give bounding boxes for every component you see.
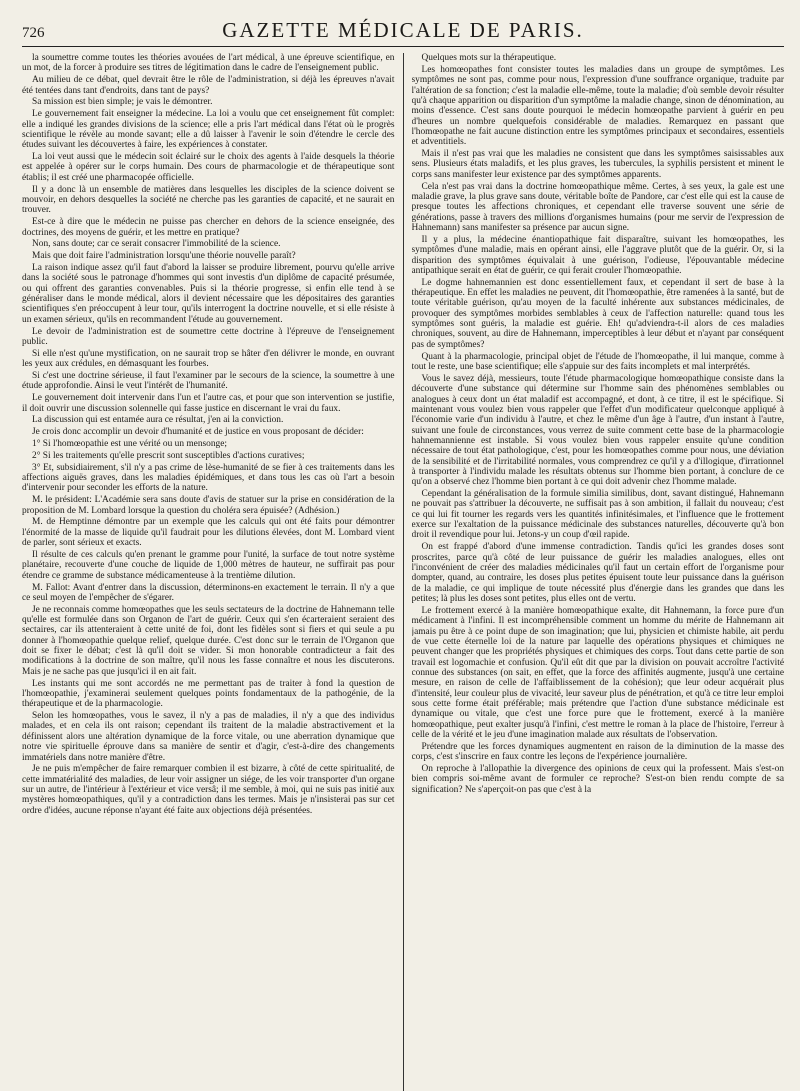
paragraph: La raison indique assez qu'il faut d'abord la laisser se produire librement, pourvu qu'elle arrive dans la société sous le patronage d'hommes qui sont investis d'un diplôme de capacité présumée, ou qui offrent des garanties convenables. Puis si la théorie progresse, si enfin elle tend à se généraliser dans le monde médical, alors il devient nécessaire que les dépositaires des garanties scientifiques s'en préoccupent à leur tour, qu'ils interrogent la doctrine nouvelle, et si elle résiste à un examen sérieux, qu'ils en recommandent l'étude au gouvernement. [22, 263, 395, 325]
paragraph: Mais il n'est pas vrai que les maladies ne consistent que dans les symptômes saisissables aux sens. Plusieurs états maladifs, et les plus graves, les tubercules, la syphilis persistent et minent le corps sans manifester leur existence par des symptômes apparents. [411, 149, 784, 180]
paragraph: Je crois donc accomplir un devoir d'humanité et de justice en vous proposant de décider: [32, 427, 364, 438]
paragraph: Les instants qui me sont accordés ne me permettant pas de traiter à fond la question de l'homœopathie, j'examinerai seulement quelques points fondamentaux de la pathogénie, de la thérapeutique et de la pharmacologie. [22, 678, 395, 710]
two-column-body [22, 53, 784, 1091]
paragraph: Mais que doit faire l'administration lorsqu'une théorie nouvelle paraît? [32, 251, 296, 262]
paragraph: Non, sans doute; car ce serait consacrer l'immobilité de la science. [32, 239, 281, 250]
paragraph: La discussion qui est entamée aura ce résultat, j'en ai la conviction. [32, 415, 284, 426]
paragraph: Le dogme hahnemannien est donc essentiellement faux, et cependant il sert de base à la thérapeutique. En effet les maladies ne peuvent, dit l'homœopathie, être ramenées à la santé, but de toute véritable guérison, qu'au moyen de la faculté inhérente aux substances médicinales, de provoquer des symptômes morbides semblables à ceux de l'affection naturelle: quand tous les symptômes sont guéris, la maladie est guérie. Eh! qu'adviendra-t-il alors de ces maladies chroniques, souvent, au dire de Hahnemann, imperceptibles à leur début et n'ayant par conséquent pas de symptômes? [411, 277, 784, 350]
paragraph: 3° Et, subsidiairement, s'il n'y a pas crime de lèse-humanité de se fier à ces traitements dans les affections aiguës graves, dans les maladies épidémiques, et dans tous les cas où l'art a besoin d'intervenir pour seconder les efforts de la nature. [22, 462, 395, 494]
paragraph: Le frottement exercé à la manière homœopathique exalte, dit Hahnemann, la force pure d'un médicament à l'infini. Il est incompréhensible comment un homme du mérite de Hahnemann ait jamais pu être à ce point dupe de son imagination; que lui, physicien et chimiste habile, ait perdu de vue cette éternelle loi de la nature par laquelle des opérations physiques et chimiques ne peuvent changer que les propriétés physiques et chimiques des corps. Tout dans cette partie de son travail est logomachie et confusion. Qu'il eût dit que par la division on pouvait accroître l'activité connue des substances (on sait, en effet, que la force des affinités augmente, jusqu'à une certaine mesure, en raison de celle de l'affaiblissement de la cohésion); que leur odeur acquérait plus d'intensité, leur couleur plus de vivacité, leur saveur plus de pénétration, et qu'à ce titre leur emploi sous cette forme était préférable; mais prétendre que l'action d'une substance médicinale est dynamique ou vitale, que c'est une force pure que le frottement, exercé à la manière homœopathique, peut exalter jusqu'à l'infini, c'est mettre le roman à la place de l'histoire, l'erreur à celle de la vérité et le jeu d'une imagination malade aux résultats de l'observation. [411, 605, 784, 740]
paragraph: M. le président: L'Académie sera sans doute d'avis de statuer sur la prise en considération de la proposition de M. Lombard lorsque la question du choléra sera épuisée? (Adhésion.) [22, 495, 395, 516]
paragraph: Au milieu de ce débat, quel devrait être le rôle de l'administration, si déjà les épreuves n'avait été tentées dans tant d'endroits, dans tant de pays? [22, 75, 395, 96]
paragraph: Vous le savez déjà, messieurs, toute l'étude pharmacologique homœopathique consiste dans la découverte d'une substance qui détermine sur l'homme sain des phénomènes semblables ou analogues à ceux dont un état maladif est accompagné, et dont, à ce titre, il est le spécifique. Si maintenant vous voulez bien vous rappeler que l'effet d'un modificateur quelconque appliqué à l'économie varie d'un individu à l'autre, et chez le même d'un âge à l'autre, d'un instant à l'autre, suivant une foule de circonstances, vous verrez de suite comment cette base de la pharmacologie hahnemannienne est instable. Si vous voulez bien vous rappeler ensuite qu'une condition nécessaire de tout état pathologique, c'est, pour les homœopathes comme pour nous, une déviation de la sensibilité et de l'irritabilité normales, vous comprendrez ce qu'il y a d'illogique, d'irrationnel à transporter à l'individu malade les résultats obtenus sur l'homme bien portant, à conclure de ce qu'on a observé chez l'homme bien portant à ce qui doit advenir chez l'homme malade. [411, 373, 784, 488]
paragraph: Si elle n'est qu'une mystification, on ne saurait trop se hâter d'en délivrer le monde, en ouvrant les yeux aux crédules, en démasquant les fourbes. [22, 348, 395, 370]
paragraph: Il résulte de ces calculs qu'en prenant le gramme pour l'unité, la surface de tout notre système planétaire, recouverte d'une couche de liquide de 1,000 mètres de hauteur, ne suffirait pas pour étendre ce gramme de substance médicamenteuse à la trentième dilution. [22, 549, 395, 581]
paragraph: 1° Si l'homœopathie est une vérité ou un mensonge; [32, 439, 227, 450]
paragraph: Quant à la pharmacologie, principal objet de l'étude de l'homœopathe, il lui manque, comme à tout le reste, une base scientifique; elle s'appuie sur des faits incomplets et mal interprétés. [411, 351, 784, 372]
paragraph: Sa mission est bien simple; je vais le démontrer. [32, 97, 213, 108]
paragraph: Prétendre que les forces dynamiques augmentent en raison de la diminution de la masse des corps, c'est s'inscrire en faux contre les leçons de l'expérience journalière. [411, 741, 784, 763]
masthead-title: GAZETTE MÉDICALE DE PARIS. [222, 18, 584, 42]
page-header [22, 18, 784, 47]
paragraph: Le gouvernement fait enseigner la médecine. La loi a voulu que cet enseignement fût complet: elle a indiqué les grandes divisions de la science; elle a pris l'art médical dans l'état où le progrès scientifique le révèle au monde savant; elle a dû laisser à l'avenir le soin d'étendre le cercle des études suivant les découvertes à faire, les expériences à constater. [22, 109, 395, 151]
paragraph: Quelques mots sur la thérapeutique. [421, 53, 557, 63]
paragraph: Les homœopathes font consister toutes les maladies dans un groupe de symptômes. Les symptômes ne sont pas, comme pour nous, l'expression d'une souffrance organique, traduite par l'altération de sa fonction; c'est la maladie elle-même, toute la maladie; d'où semble devoir résulter qu'à chaque apparition ou disparition d'un symptôme la maladie change, sinon de dénomination, au moins d'essence. C'est sans doute pourquoi le médecin homœopathe parvient à guérir en peu d'heures un nombre quelquefois considérable de maladies. Remarquez en passant que l'homœopathe ne fait aucune distinction entre les symptômes principaux et secondaires, essentiels et adventitiels. [411, 64, 784, 148]
paragraph: La loi veut aussi que le médecin soit éclairé sur le choix des agents à l'aide desquels la théorie est appelée à opérer sur le corps humain. Des cours de pharmacologie et de thérapeutique sont établis; il est créé une pharmacopée officielle. [22, 152, 395, 183]
left-column [22, 53, 395, 1091]
page-number: 726 [22, 25, 45, 41]
paragraph: M. Fallot: Avant d'entrer dans la discussion, déterminons-en exactement le terrain. Il n'y a que ce seul moyen de l'empêcher de s'égarer. [22, 582, 395, 603]
paragraph: Je ne reconnais comme homœopathes que les seuls sectateurs de la doctrine de Hahnemann telle qu'elle est formulée dans son Organon de l'art de guérir. Ceux qui s'en écarteraient seraient des sectaires, car ils attenteraient à cette unité de foi, dont les fidèles sont si fiers et qui seule a pu donner à l'homœopathie quelque relief, quelque durée. C'est donc sur le terrain de l'Organon que doit se fixer le débat; c'est là qu'il doit se vider. Si mon honorable contradicteur a fait des modifications à la doctrine de son maître, qu'il nous les fasse connaître et nous les discuterons. Mais je ne sache pas que jusqu'ici il en ait fait. [22, 604, 395, 677]
paragraph: M. de Hemptinne démontre par un exemple que les calculs qui ont été faits pour démontrer l'énormité de la masse de liquide qu'il faudrait pour les dilutions élevées, dont M. Lombard vient de parler, sont sérieux et exacts. [22, 517, 395, 549]
paragraph: Le devoir de l'administration est de soumettre cette doctrine à l'épreuve de l'enseignement public. [22, 326, 395, 347]
paragraph: Est-ce à dire que le médecin ne puisse pas chercher en dehors de la science enseignée, des doctrines, des moyens de guérir, et les mettre en pratique? [22, 217, 395, 238]
paragraph: Si c'est une doctrine sérieuse, il faut l'examiner par le secours de la science, la soumettre à une étude approfondie. Ainsi le veut l'intérêt de l'humanité. [22, 370, 395, 392]
right-column [412, 53, 785, 1091]
paragraph: la soumettre comme toutes les théories avouées de l'art médical, à une épreuve scientifique, en un mot, de la forcer à produire ses titres de légitimation dans le cadre de l'enseignement public. [22, 53, 395, 74]
column-rule [403, 53, 404, 1091]
paragraph: Le gouvernement doit intervenir dans l'un et l'autre cas, et pour que son intervention se justifie, il doit ouvrir une discussion solennelle qui fasse justice en discernant le vrai du faux. [22, 393, 395, 414]
paragraph: On est frappé d'abord d'une immense contradiction. Tandis qu'ici les grandes doses sont proscrites, parce qu'à côté de leur puissance de guérir les maladies analogues, elles ont l'inconvénient de créer des maladies médicinales qu'il faut un certain effort de l'organisme pour dompter, quand, au contraire, les doses plus petites épuisent toute leur puissance dans la guérison de la maladie, ce qui implique de toute nécessité plus d'énergie dans les grandes que dans les petites; là plus les doses sont petites, plus elles ont de vertu. [411, 542, 784, 605]
paragraph: Il y a donc là un ensemble de matières dans lesquelles les disciples de la science doivent se mouvoir, en dehors desquelles la société ne cherche pas les garanties de capacité, et ne saurait en trouver. [22, 184, 395, 216]
paragraph: Selon les homœopathes, vous le savez, il n'y a pas de maladies, il n'y a que des individus malades, et en cela ils ont raison; cependant ils traitent de la maladie abstractivement et la définissent alors une altération dynamique de la force vitale, ou une aberration dynamique que notre vie spirituelle éprouve dans sa manière de sentir et d'agir, c'est-à-dire des changements immatériels dans notre manière d'être. [22, 711, 395, 763]
paragraph: Je ne puis m'empêcher de faire remarquer combien il est bizarre, à côté de cette spiritualité, de cette immatérialité des maladies, de leur voir assigner un siége, de les voir transporter d'un organe sur un autre, de l'intérieur à l'extérieur et vice versâ; il me semble, à moi, qui ne suis pas initié aux mystères homœopathiques, qu'il y a contradiction dans les termes. Mais je n'insisterai pas sur cet ordre d'idées, aucune réponse n'ayant été faite aux objections déjà présentées. [22, 764, 395, 816]
paragraph: 2° Si les traitements qu'elle prescrit sont susceptibles d'actions curatives; [32, 450, 305, 461]
paragraph: On reproche à l'allopathie la divergence des opinions de ceux qui la professent. Mais s'est-on bien compris soi-même avant de formuler ce reproche? S'est-on bien rendu compte de sa signification? Ne s'aperçoit-on pas que c'est à la [411, 764, 784, 795]
paragraph: Il y a plus, la médecine énantiopathique fait disparaître, suivant les homœopathes, les symptômes d'une maladie, mais en opérant ainsi, elle l'aggrave plutôt que de la guérir. Or, si la disparition des symptômes équivalait à une guérison, l'odieuse, l'épouvantable médecine antipathique serait en état de guérir, ce qui ferait crouler l'homœopathie. [411, 234, 784, 276]
paragraph: Cela n'est pas vrai dans la doctrine homœopathique même. Certes, à ses yeux, la gale est une maladie grave, la plus grave sans doute, véritable boîte de Pandore, car c'est elle qui est la cause de presque toutes les affections chroniques, et cependant elle traverse souvent une série de générations, passe à travers des millions d'organismes humains (pour me servir de l'expression de Hahnemann) sans manifester sa présence par aucun signe. [411, 181, 784, 233]
paragraph: Cependant la généralisation de la formule similia similibus, dont, savant distingué, Hahnemann ne pouvait pas s'attribuer la découverte, ne suffisait pas à son ambition, il fallait du nouveau; c'est ce qui lui fit tourner les regards vers les quantités infinitésimales, et l'influence que le frottement exerce sur l'exaltation de la puissance médicinale des substances naturelles, découverte qu'à bon droit il revendique pour lui. Jetons-y un coup d'œil rapide. [411, 489, 784, 541]
